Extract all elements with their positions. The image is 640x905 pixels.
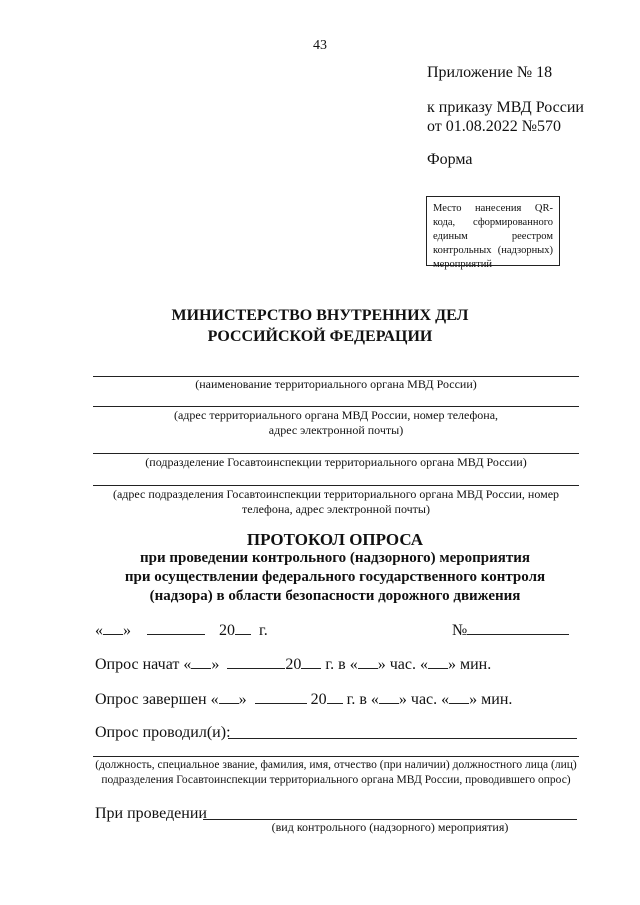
- finished-minute-label: » мин.: [469, 691, 513, 708]
- conducted-field-continued[interactable]: [93, 756, 579, 757]
- finished-row: [95, 688, 512, 710]
- started-minute-field[interactable]: [428, 653, 448, 669]
- started-hour-field[interactable]: [358, 653, 378, 669]
- subdivision-address-field[interactable]: [93, 485, 579, 486]
- appendix-title: Приложение № 18: [427, 64, 553, 81]
- started-month-field[interactable]: [227, 653, 285, 669]
- subdivision-caption: (подразделение Госавтоинспекции территориального органа МВД России): [145, 455, 527, 469]
- finished-month-field[interactable]: [255, 688, 307, 704]
- conducted-caption-line-2: подразделения Госавтоинспекции территориального органа МВД России, проводившего опрос): [101, 774, 571, 786]
- finished-label: Опрос завершен «: [95, 691, 219, 708]
- inspection-type-caption: (вид контрольного (надзорного) мероприятия): [271, 820, 509, 834]
- subdivision-address-caption-line-1: (адрес подразделения Госавтоинспекции территориального органа МВД России, номер: [112, 487, 560, 501]
- protocol-number-field[interactable]: [467, 619, 569, 635]
- title-line-2: при проведении контрольного (надзорного) мероприятия: [139, 550, 531, 566]
- finished-hour-field[interactable]: [379, 688, 399, 704]
- started-row: [95, 653, 491, 675]
- conducted-field[interactable]: [228, 738, 577, 739]
- ministry-header: [150, 305, 490, 347]
- protocol-number-row: [452, 619, 569, 641]
- title-line-3: при осуществлении федерального государственного контроля: [124, 569, 546, 585]
- date-year-suffix: г.: [259, 622, 268, 639]
- finished-day-field[interactable]: [219, 688, 239, 704]
- address-caption-line-1: (адрес территориального органа МВД России, номер телефона,: [173, 408, 499, 422]
- started-time-label: г. в «: [325, 656, 358, 673]
- date-close-quote: »: [123, 622, 131, 639]
- started-year-prefix: 20: [285, 656, 302, 673]
- date-year-field[interactable]: [235, 619, 251, 635]
- finished-hour-label: » час. «: [398, 691, 450, 708]
- date-month-field[interactable]: [147, 619, 205, 635]
- address-field[interactable]: [93, 406, 579, 407]
- page-number: 43: [313, 38, 327, 53]
- date-day-field[interactable]: [103, 619, 123, 635]
- subdivision-field[interactable]: [93, 453, 579, 454]
- ministry-line-1: МИНИСТЕРСТВО ВНУТРЕННИХ ДЕЛ: [171, 307, 469, 324]
- date-year-prefix: 20: [219, 622, 235, 639]
- finished-year-prefix: 20: [310, 691, 327, 708]
- address-caption-line-2: адрес электронной почты): [268, 423, 404, 437]
- qr-box-text: Место нанесения QR-кода, сформированного единым реестром контрольных (надзорных) мероприятий: [433, 203, 553, 270]
- finished-close-quote: »: [238, 691, 247, 708]
- conducted-caption-line-1: (должность, специальное звание, фамилия, имя, отчество (при наличии) должностного лица (лиц): [95, 759, 577, 771]
- started-hour-label: » час. «: [377, 656, 428, 673]
- started-minute-label: » мин.: [447, 656, 492, 673]
- appendix-order: к приказу МВД России: [427, 99, 584, 116]
- during-label: При проведении: [95, 805, 207, 822]
- started-label: Опрос начат «: [95, 656, 192, 673]
- form-label: Форма: [427, 151, 473, 168]
- title-line-1: ПРОТОКОЛ ОПРОСА: [246, 530, 424, 549]
- qr-code-placeholder: [426, 196, 560, 270]
- finished-year-field[interactable]: [327, 688, 343, 704]
- number-label: №: [452, 622, 468, 639]
- title-line-4: (надзора) в области безопасности дорожного движения: [149, 588, 521, 604]
- finished-time-label: г. в «: [346, 691, 379, 708]
- started-year-field[interactable]: [301, 653, 321, 669]
- ministry-line-2: РОССИЙСКОЙ ФЕДЕРАЦИИ: [207, 328, 433, 345]
- subdivision-address-caption-line-2: телефона, адрес электронной почты): [242, 502, 430, 516]
- territorial-organ-caption: (наименование территориального органа МВД России): [195, 377, 477, 391]
- started-day-field[interactable]: [191, 653, 211, 669]
- date-open-quote: «: [95, 622, 103, 639]
- conducted-label: Опрос проводил(и):: [95, 724, 231, 741]
- started-close-quote: »: [211, 656, 220, 673]
- protocol-title: [90, 530, 580, 606]
- protocol-date-row: [95, 619, 268, 641]
- appendix-order-date: от 01.08.2022 №570: [427, 118, 562, 135]
- finished-minute-field[interactable]: [449, 688, 469, 704]
